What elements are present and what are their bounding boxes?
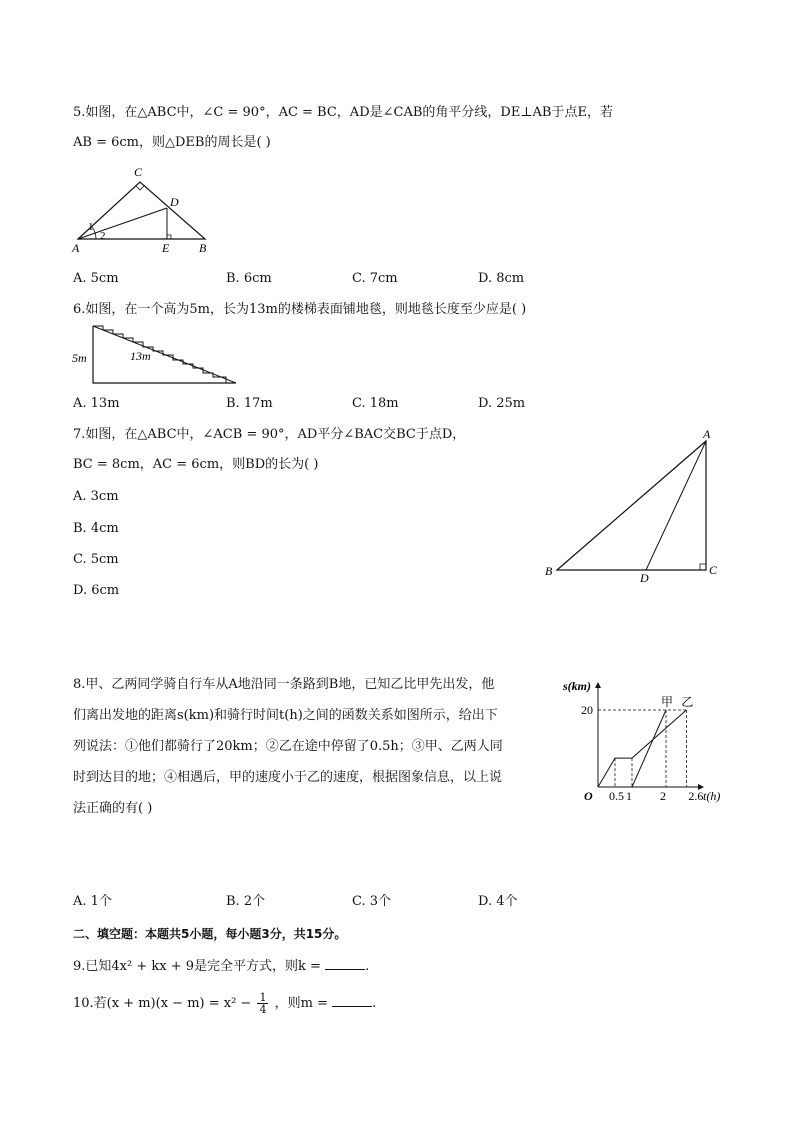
series-line-yi bbox=[598, 710, 686, 787]
label-angle2: 2 bbox=[100, 230, 106, 242]
q6-option-d: D. 25m bbox=[478, 396, 526, 411]
series-line-jia bbox=[632, 710, 666, 787]
label-c: C bbox=[134, 165, 143, 179]
q10-answer-blank[interactable] bbox=[332, 994, 372, 1007]
q5-option-d: D. 8cm bbox=[478, 271, 525, 286]
q7-option-d: D. 6cm bbox=[73, 583, 120, 598]
q10-fraction bbox=[257, 992, 268, 1015]
q8-chart bbox=[555, 675, 755, 810]
q6-option-c: C. 18m bbox=[352, 396, 399, 411]
triangle-abc bbox=[78, 182, 205, 239]
q7-option-a: A. 3cm bbox=[73, 489, 119, 504]
q10-prefix: 10.若(x + m)(x − m) = x² − bbox=[73, 996, 252, 1011]
q9-answer-blank[interactable] bbox=[325, 957, 365, 970]
x-tick-label-1: 1 bbox=[626, 789, 632, 803]
q10-mid: ，则m = bbox=[274, 996, 328, 1011]
q7-option-b: B. 4cm bbox=[73, 521, 119, 536]
q10-suffix: . bbox=[372, 996, 377, 1011]
right-angle-c bbox=[700, 564, 706, 570]
series-label-jia: 甲 bbox=[661, 695, 674, 709]
label-e: E bbox=[162, 241, 170, 255]
q5-option-a: A. 5cm bbox=[73, 271, 119, 286]
q9-prefix: 9.已知4x² + kx + 9是完全平方式，则k = bbox=[73, 959, 321, 974]
x-tick-label-2: 2 bbox=[660, 789, 666, 803]
q8-option-a: A. 1个 bbox=[73, 894, 112, 909]
label-d: D bbox=[170, 195, 179, 209]
y-axis-label: s(km) bbox=[563, 679, 591, 693]
x-axis-label: t(h) bbox=[703, 789, 721, 803]
label-b: B bbox=[199, 241, 207, 255]
triangle-abc bbox=[557, 441, 706, 570]
q8-option-c: C. 3个 bbox=[352, 894, 392, 909]
q8-line1: 8.甲、乙两同学骑自行车从A地沿同一条路到B地，已知乙比甲先出发，他 bbox=[73, 677, 495, 692]
q7-line2: BC = 8cm，AC = 6cm，则BD的长为( ) bbox=[73, 457, 319, 472]
stairs bbox=[93, 326, 226, 383]
q9-suffix: . bbox=[365, 959, 370, 974]
right-angle-e bbox=[167, 235, 171, 239]
q8-line4: 时到达目的地；④相遇后，甲的速度小于乙的速度，根据图象信息，以上说 bbox=[73, 770, 503, 785]
q7-line1: 7.如图，在△ABC中，∠ACB = 90°，AD平分∠BAC交BC于点D， bbox=[73, 427, 466, 442]
q7-figure bbox=[540, 425, 730, 590]
q10-line bbox=[73, 992, 376, 1015]
q6-line1: 6.如图，在一个高为5m，长为13m的楼梯表面铺地毯，则地毯长度至少应是( ) bbox=[73, 302, 527, 317]
series-label-yi: 乙 bbox=[681, 695, 694, 709]
label-d: D bbox=[640, 571, 649, 585]
q8-line2: 们离出发地的距离s(km)和骑行时间t(h)之间的函数关系如图所示，给出下 bbox=[73, 708, 498, 723]
y-tick-label-0: 20 bbox=[581, 703, 593, 717]
origin-label: O bbox=[584, 789, 593, 803]
x-tick-label-3: 2.6 bbox=[688, 789, 704, 803]
q7-option-c: C. 5cm bbox=[73, 552, 119, 567]
q9-line bbox=[73, 957, 369, 976]
q5-line2: AB = 6cm，则△DEB的周长是( ) bbox=[73, 135, 271, 150]
x-tick-label-0: 0.5 bbox=[609, 789, 624, 803]
q5-line1: 5.如图，在△ABC中，∠C = 90°，AC = BC，AD是∠CAB的角平分线，DE⊥AB于点E，若 bbox=[73, 105, 613, 120]
q5-option-c: C. 7cm bbox=[352, 271, 398, 286]
q6-figure bbox=[70, 322, 245, 388]
section2-heading: 二、填空题：本题共5小题，每小题3分，共15分。 bbox=[73, 927, 347, 941]
q10-frac-den: 4 bbox=[259, 1003, 267, 1016]
segment-ad bbox=[646, 441, 706, 570]
label-a: A bbox=[703, 427, 711, 441]
label-angle1: 1 bbox=[88, 221, 94, 233]
q5-option-b: B. 6cm bbox=[226, 271, 272, 286]
q8-line5: 法正确的有( ) bbox=[73, 801, 153, 816]
q5-figure bbox=[70, 162, 220, 257]
q10-frac-num: 1 bbox=[259, 991, 267, 1004]
q8-option-d: D. 4个 bbox=[478, 894, 518, 909]
right-angle-c bbox=[136, 186, 144, 190]
q6-option-a: A. 13m bbox=[73, 396, 120, 411]
label-length: 13m bbox=[130, 349, 151, 363]
label-height: 5m bbox=[72, 351, 87, 365]
q8-option-b: B. 2个 bbox=[226, 894, 266, 909]
q8-line3: 列说法：①他们都骑行了20km；②乙在途中停留了0.5h；③甲、乙两人同 bbox=[73, 739, 503, 754]
q6-option-b: B. 17m bbox=[226, 396, 273, 411]
label-a: A bbox=[72, 241, 80, 255]
label-b: B bbox=[545, 564, 553, 578]
label-c: C bbox=[709, 563, 718, 577]
